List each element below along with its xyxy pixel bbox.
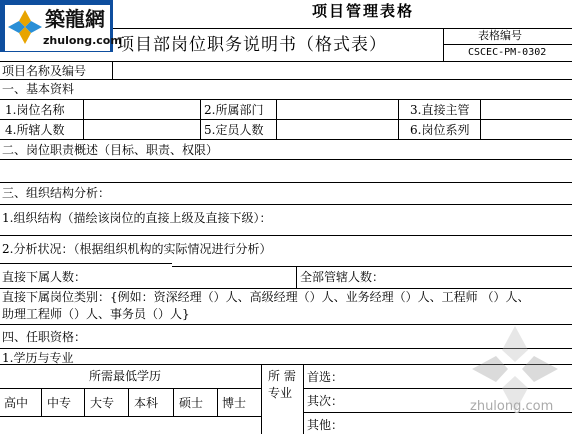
field-subordinate-count: 4.所辖人数 <box>5 123 65 137</box>
form-number-label: 表格编号 <box>478 29 522 42</box>
subordinate-types-line2: 助理工程师（）人、事务员（）人} <box>2 307 190 321</box>
section-org-analysis: 三、组织结构分析： <box>2 186 111 200</box>
section-duties: 二、岗位职责概述（目标、职责、权限） <box>2 143 219 157</box>
section-qualifications: 四、任职资格： <box>2 330 87 344</box>
form-category-title: 项目管理表格 <box>312 2 415 20</box>
section-basic-info: 一、基本资料 <box>2 82 75 96</box>
total-managed-input[interactable] <box>392 267 572 287</box>
education-major-label: 1.学历与专业 <box>2 351 74 365</box>
org-structure-label: 1.组织结构（描绘该岗位的直接上级及直接下级）： <box>2 211 272 225</box>
edu-level-high-school[interactable]: 高中 <box>4 396 29 410</box>
edu-level-master[interactable]: 硕士 <box>179 396 204 410</box>
duties-textarea[interactable] <box>0 160 572 182</box>
analysis-label: 2.分析状况：（根据组织机构的实际情况进行分析） <box>2 242 272 256</box>
major-other-label: 其他： <box>307 418 344 432</box>
direct-subordinates-label: 直接下属人数： <box>2 270 87 284</box>
subordinate-count-input[interactable] <box>84 120 200 139</box>
project-name-label: 项目名称及编号 <box>2 64 87 78</box>
form-number: CSCEC-PM-0302 <box>468 47 547 58</box>
required-major-label-line2: 专业 <box>268 386 293 400</box>
field-staff-quota: 5.定员人数 <box>204 123 264 137</box>
document-title: 项目部岗位职务说明书（格式表） <box>117 35 387 55</box>
edu-level-doctor[interactable]: 博士 <box>222 396 247 410</box>
major-other-input[interactable] <box>345 413 572 434</box>
edu-level-bachelor[interactable]: 本科 <box>134 396 159 410</box>
department-input[interactable] <box>277 100 398 119</box>
field-position-series: 6.岗位系列 <box>410 123 470 137</box>
watermark-text: zhulong.com <box>470 399 554 414</box>
logo-url-text: zhulong.com <box>43 34 122 47</box>
required-major-label-line1: 所 需 <box>268 369 296 383</box>
edu-level-junior-college[interactable]: 大专 <box>90 396 115 410</box>
zhulong-emblem-icon <box>7 9 43 45</box>
total-managed-label: 全部管辖人数： <box>300 270 385 284</box>
min-education-header: 所需最低学历 <box>89 369 162 383</box>
subordinate-types-line1: 直接下属岗位类别：{例如：资深经理（）人、高级经理（）人、业务经理（）人、工程师 （）人、 <box>2 290 530 304</box>
staff-quota-input[interactable] <box>277 120 398 139</box>
position-name-input[interactable] <box>84 100 200 119</box>
zhulong-logo <box>0 0 122 52</box>
direct-subordinates-input[interactable] <box>100 267 295 287</box>
edu-level-technical-secondary[interactable]: 中专 <box>47 396 72 410</box>
position-series-input[interactable] <box>481 120 572 139</box>
major-second-choice-label: 其次： <box>307 394 344 408</box>
major-first-choice-label: 首选： <box>307 370 344 384</box>
logo-chinese-text: 築龍網 <box>45 7 105 31</box>
field-position-name: 1.岗位名称 <box>5 103 65 117</box>
direct-supervisor-input[interactable] <box>481 100 572 119</box>
field-direct-supervisor: 3.直接主管 <box>410 103 470 117</box>
field-department: 2.所属部门 <box>204 103 264 117</box>
